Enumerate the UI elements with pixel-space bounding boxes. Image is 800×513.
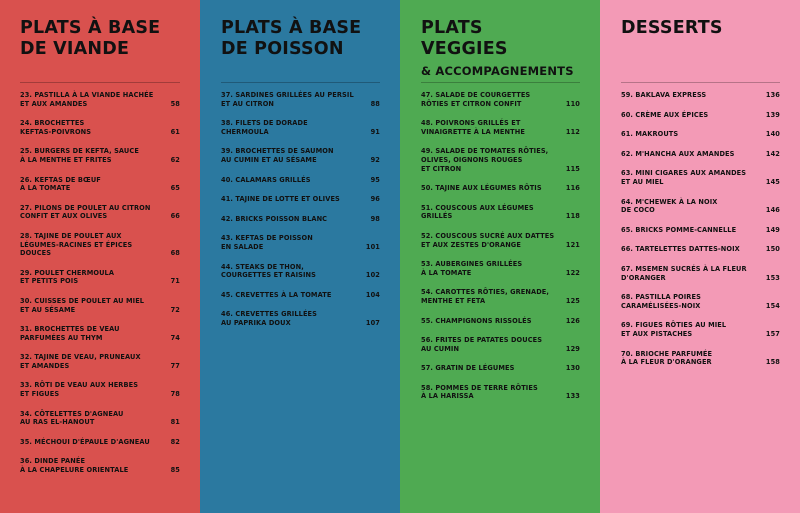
section-title-fish: [221, 18, 380, 80]
toc-entry: [221, 91, 380, 108]
toc-entry: [621, 265, 780, 282]
toc-entry: [20, 297, 180, 314]
page-number: 133: [565, 392, 580, 401]
toc-entry: [621, 293, 780, 310]
toc-entry: [20, 119, 180, 136]
recipe-name: 56. FRITES DE PATATES DOUCES AU CUMIN: [421, 336, 543, 353]
recipe-name: 38. FILETS DE DORADE CHERMOULA: [221, 119, 308, 136]
recipe-list-desserts: [621, 91, 780, 367]
page-number: 107: [365, 318, 380, 327]
page-number: 77: [170, 361, 180, 370]
recipe-name: 28. TAJINE DE POULET AUX LÉGUMES-RACINES ET ÉPICES DOUCES: [20, 231, 133, 258]
toc-entry: [20, 269, 180, 286]
page-number: 126: [565, 316, 580, 325]
toc-entry: [421, 232, 580, 249]
recipe-name: 62. M'HANCHA AUX AMANDES: [621, 149, 735, 158]
toc-entry: [221, 215, 380, 224]
page-number: 142: [765, 149, 780, 158]
page-number: 110: [565, 99, 580, 108]
section-title-veggies: [421, 18, 580, 80]
toc-entry: [20, 325, 180, 342]
divider: [221, 82, 380, 83]
toc-entry: [421, 317, 580, 326]
recipe-list-meat: [20, 91, 180, 475]
recipe-name: 29. POULET CHERMOULA ET PETITS POIS: [20, 268, 115, 286]
toc-entry: [20, 353, 180, 370]
recipe-name: 70. BRIOCHE PARFUMÉE À LA FLEUR D'ORANGER: [621, 349, 713, 367]
page-number: 130: [565, 364, 580, 373]
page-number: 92: [370, 155, 380, 164]
toc-entry: [20, 91, 180, 108]
toc-entry: [621, 226, 780, 235]
toc-entry: [20, 204, 180, 221]
page-number: 82: [170, 437, 180, 446]
page-number: 154: [765, 301, 780, 310]
title-line: DE VIANDE: [20, 39, 130, 59]
page-number: 71: [170, 277, 180, 286]
toc-entry: [421, 91, 580, 108]
recipe-name: 58. POMMES DE TERRE RÔTIES À LA HARISSA: [421, 383, 538, 401]
recipe-name: 24. BROCHETTES KEFTAS-POIVRONS: [20, 119, 92, 136]
recipe-name: 68. PASTILLA POIRES CARAMÉLISÉES-NOIX: [621, 293, 701, 310]
title-line: PLATS: [421, 18, 483, 38]
recipe-name: 57. GRATIN DE LÉGUMES: [421, 364, 515, 373]
recipe-name: 39. BROCHETTES DE SAUMON AU CUMIN ET AU SÉSAME: [221, 147, 334, 164]
toc-entry: [221, 195, 380, 204]
page-number: 101: [365, 242, 380, 251]
page-number: 104: [365, 290, 380, 299]
toc-entry: [421, 119, 580, 136]
section-fish: [200, 0, 400, 513]
toc-entry: [221, 263, 380, 280]
page-number: 145: [765, 177, 780, 186]
recipe-name: 54. CAROTTES RÔTIES, GRENADE, MENTHE ET FETA: [421, 288, 549, 305]
recipe-name: 31. BROCHETTES DE VEAU PARFUMÉES AU THYM: [20, 325, 120, 342]
page-number: 78: [170, 390, 180, 399]
toc-entry: [421, 336, 580, 353]
section-desserts: [600, 0, 800, 513]
divider: [421, 82, 580, 83]
toc-entry: [421, 384, 580, 401]
toc-entry: [221, 119, 380, 136]
toc-entry: [621, 150, 780, 159]
recipe-name: 55. CHAMPIGNONS RISSOLÉS: [421, 316, 532, 325]
page-number: 58: [170, 99, 180, 108]
toc-entry: [621, 198, 780, 215]
recipe-name: 64. M'CHEWEK À LA NOIX DE COCO: [621, 197, 718, 215]
page-number: 115: [565, 164, 580, 173]
page-number: 61: [170, 127, 180, 136]
toc-entry: [421, 184, 580, 193]
recipe-name: 23. PASTILLA À LA VIANDE HACHÉE ET AUX AMANDES: [20, 91, 154, 108]
recipe-name: 41. TAJINE DE LOTTE ET OLIVES: [221, 195, 340, 204]
toc-entry: [421, 288, 580, 305]
recipe-name: 66. TARTELETTES DATTES-NOIX: [621, 245, 740, 254]
page-number: 68: [170, 249, 180, 258]
toc-entry: [421, 204, 580, 221]
page-number: 88: [370, 99, 380, 108]
page-number: 150: [765, 245, 780, 254]
section-title-meat: [20, 18, 180, 80]
toc-entry: [621, 130, 780, 139]
recipe-list-fish: [221, 91, 380, 328]
page-number: 157: [765, 329, 780, 338]
page-number: 122: [565, 268, 580, 277]
recipe-name: 46. CREVETTES GRILLÉES AU PAPRIKA DOUX: [221, 310, 318, 327]
recipe-name: 33. RÔTI DE VEAU AUX HERBES ET FIGUES: [20, 381, 139, 399]
recipe-name: 59. BAKLAVA EXPRESS: [621, 91, 707, 99]
page-number: 149: [765, 225, 780, 234]
title-line: VEGGIES: [421, 39, 508, 59]
page-number: 66: [170, 212, 180, 221]
recipe-name: 27. PILONS DE POULET AU CITRON CONFIT ET AUX OLIVES: [20, 203, 151, 221]
recipe-name: 60. CRÈME AUX ÉPICES: [621, 110, 709, 119]
toc-entry: [621, 111, 780, 120]
page-number: 146: [765, 206, 780, 215]
toc-entry: [421, 147, 580, 173]
section-title-desserts: [621, 18, 780, 80]
toc-entry: [221, 234, 380, 251]
recipe-name: 35. MÉCHOUI D'ÉPAULE D'AGNEAU: [20, 437, 150, 446]
recipe-name: 61. MAKROUTS: [621, 130, 679, 139]
title-line: DESSERTS: [621, 18, 723, 38]
section-subtitle: & ACCOMPAGNEMENTS: [421, 64, 574, 78]
divider: [20, 82, 180, 83]
title-line: DE POISSON: [221, 39, 344, 59]
page-number: 125: [565, 296, 580, 305]
recipe-name: 50. TAJINE AUX LÉGUMES RÔTIS: [421, 184, 542, 193]
page-number: 136: [765, 91, 780, 99]
recipe-name: 40. CALAMARS GRILLÉS: [221, 175, 311, 184]
recipe-name: 48. POIVRONS GRILLÉS ET VINAIGRETTE À LA MENTHE: [421, 119, 525, 136]
page-number: 158: [765, 358, 780, 367]
recipe-name: 69. FIGUES RÔTIES AU MIEL ET AUX PISTACHES: [621, 321, 727, 338]
toc-entry: [621, 350, 780, 367]
page-number: 72: [170, 305, 180, 314]
toc-entry: [20, 176, 180, 193]
section-meat: [0, 0, 200, 513]
page-number: 118: [565, 212, 580, 221]
toc-entry: [621, 169, 780, 186]
title-line: PLATS À BASE: [20, 18, 161, 38]
section-veggies: [400, 0, 600, 513]
page-number: 102: [365, 271, 380, 280]
recipe-name: 49. SALADE DE TOMATES RÔTIES, OLIVES, OIGNONS ROUGES ET CITRON: [421, 147, 549, 173]
recipe-name: 65. BRICKS POMME-CANNELLE: [621, 225, 737, 234]
recipe-name: 26. KEFTAS DE BŒUF À LA TOMATE: [20, 175, 101, 193]
toc-entry: [20, 232, 180, 258]
recipe-name: 51. COUSCOUS AUX LÉGUMES GRILLÉS: [421, 203, 534, 221]
toc-entry: [20, 381, 180, 398]
recipe-name: 30. CUISSES DE POULET AU MIEL ET AU SÉSAME: [20, 296, 145, 314]
page-number: 139: [765, 110, 780, 119]
page-number: 65: [170, 184, 180, 193]
recipe-name: 36. DINDE PANÉE À LA CHAPELURE ORIENTALE: [20, 457, 129, 475]
recipe-name: 44. STEAKS DE THON, COURGETTES ET RAISINS: [221, 262, 316, 280]
toc-entry: [20, 438, 180, 447]
recipe-name: 37. SARDINES GRILLÉES AU PERSIL ET AU CITRON: [221, 91, 354, 108]
toc-entry: [421, 260, 580, 277]
recipe-name: 53. AUBERGINES GRILLÉES À LA TOMATE: [421, 260, 523, 277]
toc-entry: [221, 291, 380, 300]
page-number: 140: [765, 130, 780, 139]
page-number: 98: [370, 214, 380, 223]
toc-entry: [421, 364, 580, 373]
toc-entry: [621, 91, 780, 100]
page-number: 85: [170, 466, 180, 475]
recipe-name: 47. SALADE DE COURGETTES RÔTIES ET CITRON CONFIT: [421, 91, 531, 108]
recipe-name: 42. BRICKS POISSON BLANC: [221, 214, 328, 223]
page-number: 116: [565, 184, 580, 193]
page-number: 95: [370, 175, 380, 184]
toc-entry: [621, 245, 780, 254]
title-line: PLATS À BASE: [221, 18, 362, 38]
recipe-name: 34. CÔTELETTES D'AGNEAU AU RAS EL-HANOUT: [20, 409, 124, 427]
recipe-name: 43. KEFTAS DE POISSON EN SALADE: [221, 234, 313, 251]
toc-entry: [221, 310, 380, 327]
page-number: 81: [170, 418, 180, 427]
recipe-name: 63. MINI CIGARES AUX AMANDES ET AU MIEL: [621, 169, 747, 186]
recipe-list-veggies: [421, 91, 580, 401]
page-number: 121: [565, 240, 580, 249]
toc-entry: [20, 457, 180, 474]
toc-entry: [221, 176, 380, 185]
recipe-name: 45. CREVETTES À LA TOMATE: [221, 290, 332, 299]
recipe-name: 25. BURGERS DE KEFTA, SAUCE À LA MENTHE ET FRITES: [20, 147, 139, 164]
page-number: 74: [170, 333, 180, 342]
recipe-name: 52. COUSCOUS SUCRÉ AUX DATTES ET AUX ZESTES D'ORANGE: [421, 231, 555, 249]
toc-entry: [221, 147, 380, 164]
recipe-name: 67. MSEMEN SUCRÉS À LA FLEUR D'ORANGER: [621, 264, 747, 282]
toc-entry: [20, 147, 180, 164]
page-number: 91: [370, 127, 380, 136]
toc-entry: [621, 321, 780, 338]
toc-entry: [20, 410, 180, 427]
page-number: 129: [565, 344, 580, 353]
page-number: 96: [370, 195, 380, 204]
recipe-name: 32. TAJINE DE VEAU, PRUNEAUX ET AMANDES: [20, 353, 141, 370]
page-number: 112: [565, 127, 580, 136]
divider: [621, 82, 780, 83]
page-number: 62: [170, 155, 180, 164]
page-number: 153: [765, 273, 780, 282]
